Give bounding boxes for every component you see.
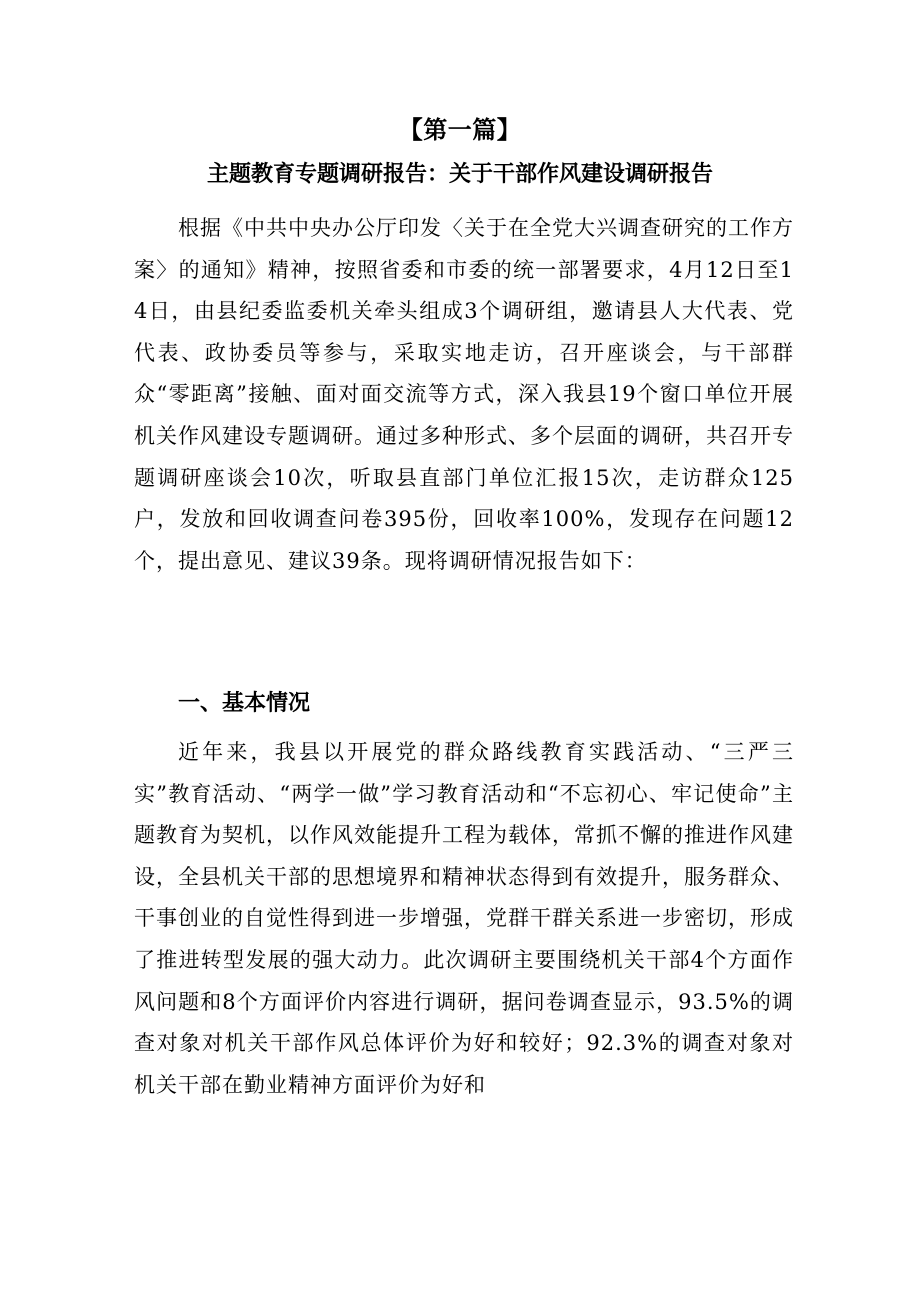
- section-label: 【第一篇】: [398, 116, 522, 144]
- basic-situation-paragraph: 近年来，我县以开展党的群众路线教育实践活动、“三严三实”教育活动、“两学一做”学习教育活动和“不忘初心、牢记使命”主题教育为契机，以作风效能提升工程为载体，常抓不懈的推进作风建设，全县机关干部的思想境界和精神状态得到有效提升，服务群众、干事创业的自觉性得到进一步增强，党群干群关系进一步密切，形成了推进转型发展的强大动力。此次调研主要围绕机关干部4个方面作风问题和8个方面评价内容进行调研，据问卷调查显示，93.5%的调查对象对机关干部作风总体评价为好和较好；92.3%的调查对象对机关干部在勤业精神方面评价为好和: [134, 740, 794, 1097]
- intro-paragraph: 根据《中共中央办公厅印发〈关于在全党大兴调查研究的工作方案〉的通知》精神，按照省委和市委的统一部署要求，4月12日至14日，由县纪委监委机关牵头组成3个调研组，邀请县人大代表、党代表、政协委员等参与，采取实地走访，召开座谈会，与干部群众“零距离”接触、面对面交流等方式，深入我县19个窗口单位开展机关作风建设专题调研。通过多种形式、多个层面的调研，共召开专题调研座谈会10次，听取县直部门单位汇报15次，走访群众125户，发放和回收调查问卷395份，回收率100%，发现存在问题12个，提出意见、建议39条。现将调研情况报告如下：: [134, 216, 794, 573]
- section-heading-basic-situation: 一、基本情况: [178, 691, 311, 716]
- document-title: 主题教育专题调研报告：关于干部作风建设调研报告: [206, 162, 713, 187]
